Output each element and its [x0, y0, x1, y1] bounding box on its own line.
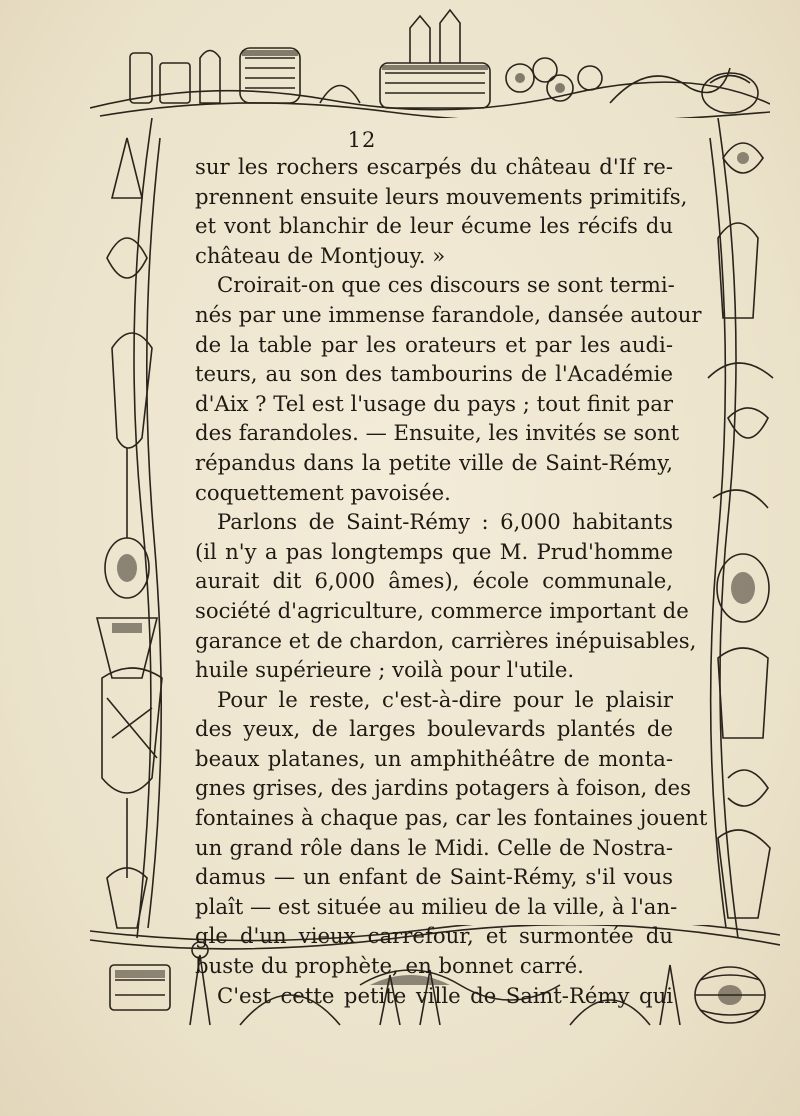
text-line: sur les rochers escarpés du château d'If re- — [195, 154, 673, 179]
engraved-right-border-icon — [698, 118, 788, 938]
text-line: et vont blanchir de leur écume les récifs du — [195, 213, 673, 239]
text-line: C'est cette petite ville de Saint-Rémy qui — [217, 982, 673, 1008]
text-line: un grand rôle dans le Midi. Celle de Nostra- — [195, 834, 673, 860]
body-text — [195, 152, 708, 1010]
text-line: prennent ensuite leurs mouvements primitifs, — [195, 183, 688, 209]
text-line: Parlons de Saint-Rémy : 6,000 habitants — [217, 509, 673, 535]
text-line: de la table par les orateurs et par les audi- — [195, 331, 673, 357]
text-line: teurs, au son des tambourins de l'Académie — [195, 361, 673, 387]
text-line: (il n'y a pas longtemps que M. Prud'homme — [195, 538, 673, 564]
text-line: aurait dit 6,000 âmes), école communale, — [195, 568, 673, 594]
text-line: damus — un enfant de Saint-Rémy, s'il vous — [195, 864, 673, 890]
text-line: beaux platanes, un amphithéâtre de monta- — [195, 745, 673, 771]
text-line: répandus dans la petite ville de Saint-Rémy, — [195, 449, 673, 475]
text-line: fontaines à chaque pas, car les fontaines jouent — [195, 805, 708, 831]
text-line: gnes grises, des jardins potagers à foison, des — [195, 775, 691, 801]
text-line: huile supérieure ; voilà pour l'utile. — [195, 657, 575, 683]
text-line: Pour le reste, c'est-à-dire pour le plaisir — [217, 686, 673, 712]
text-line: des yeux, de larges boulevards plantés de — [195, 716, 673, 742]
text-line: gle d'un vieux carrefour, et surmontée du — [195, 923, 673, 949]
text-line: d'Aix ? Tel est l'usage du pays ; tout finit par — [195, 390, 673, 416]
text-line: plaît — est située au milieu de la ville, à l'an- — [195, 893, 678, 919]
text-line: garance et de chardon, carrières inépuisables, — [195, 627, 697, 653]
text-line: nés par une immense farandole, dansée autour — [195, 301, 702, 327]
text-line: château de Montjouy. » — [195, 242, 446, 268]
text-line: société d'agriculture, commerce important de — [195, 597, 689, 623]
engraved-top-border-icon — [90, 8, 770, 118]
page-number: 12 — [347, 128, 377, 152]
engraved-left-border-icon — [82, 118, 172, 938]
text-line: coquettement pavoisée. — [195, 479, 451, 505]
text-line: des farandoles. — Ensuite, les invités se sont — [195, 420, 680, 446]
text-line: Croirait-on que ces discours se sont termi- — [217, 272, 675, 298]
text-line: buste du prophète, en bonnet carré. — [195, 953, 584, 979]
